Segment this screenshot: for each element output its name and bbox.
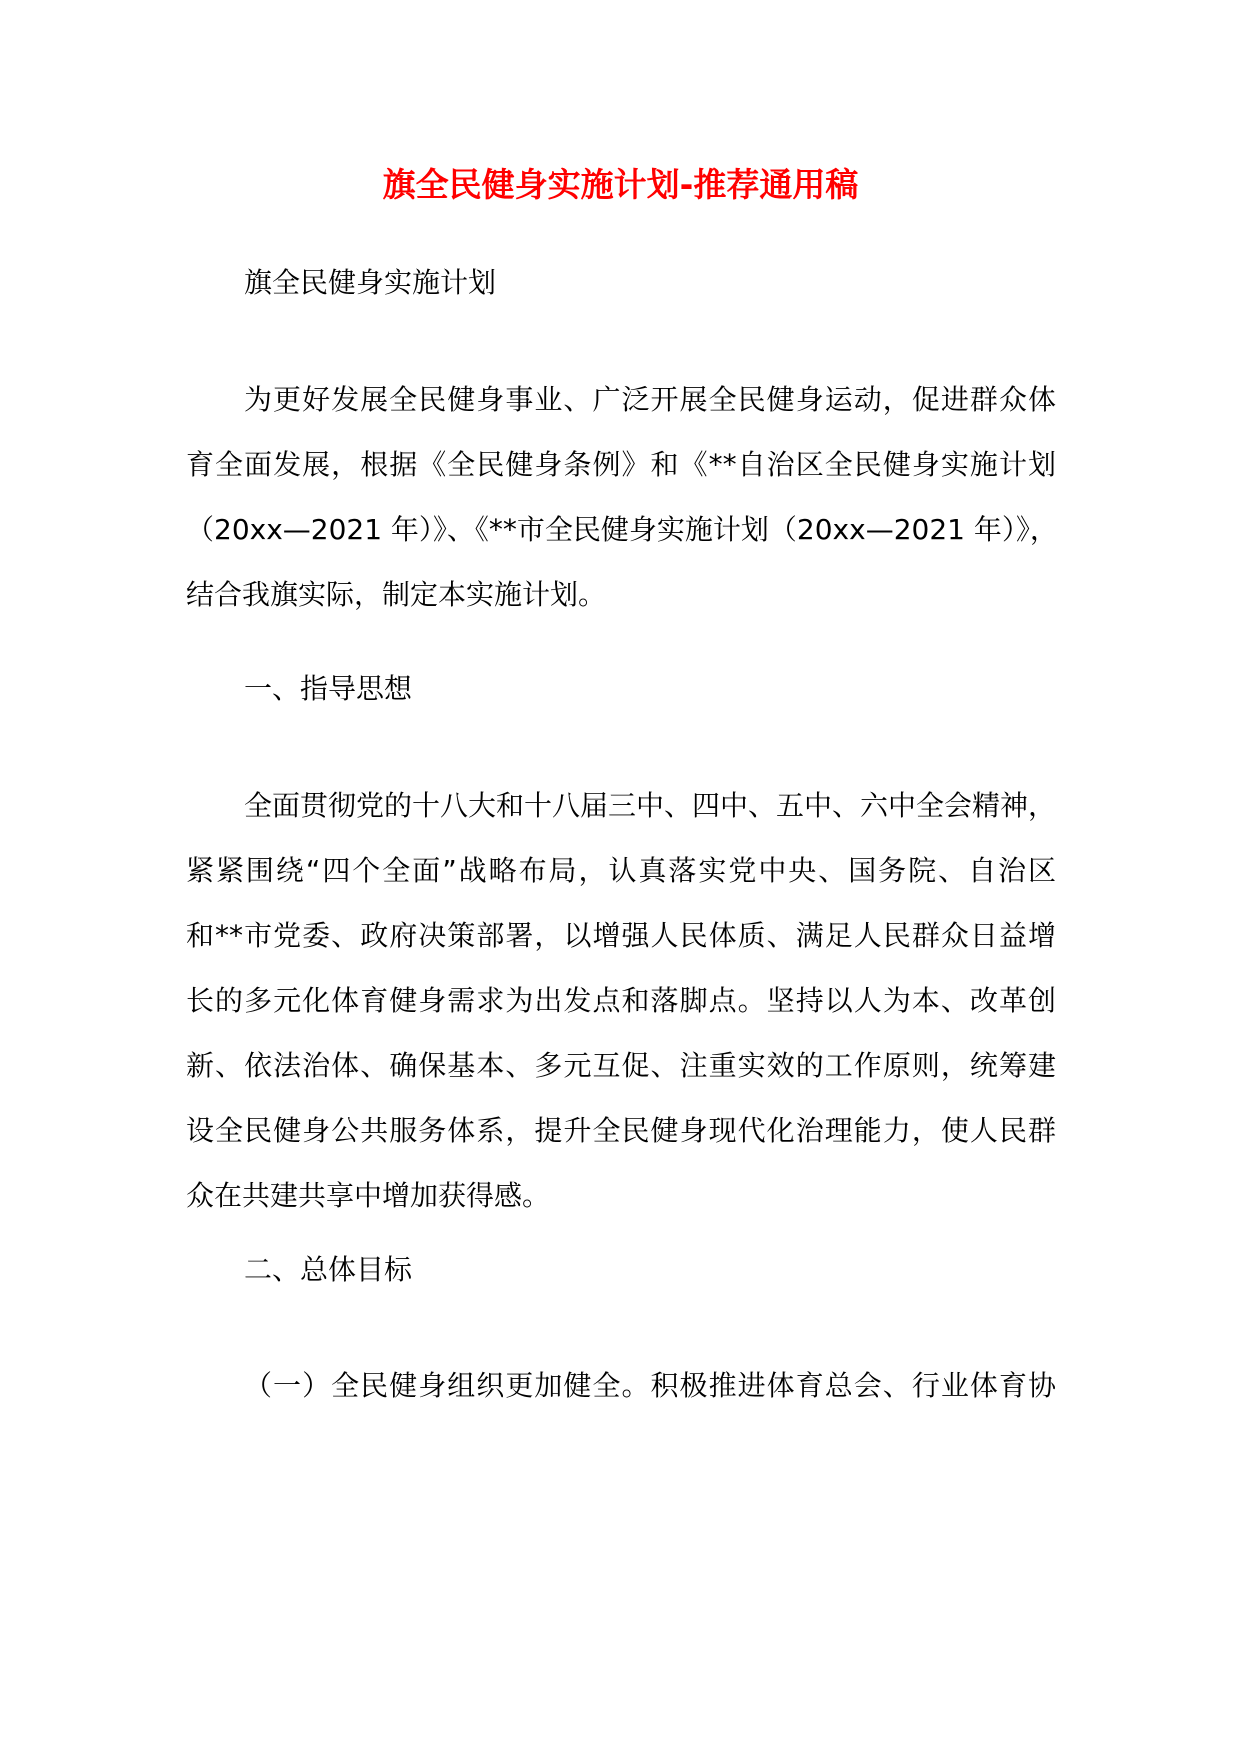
- document-title: 旗全民健身实施计划-推荐通用稿: [382, 165, 859, 204]
- section1-line-6: 设全民健身公共服务体系，提升全民健身现代化治理能力，使人民群: [186, 1114, 1056, 1147]
- section1-line-2: 紧紧围绕“四个全面”战略布局，认真落实党中央、国务院、自治区: [186, 854, 1056, 887]
- intro-line-3: （20xx—2021 年）》、《**市全民健身实施计划（20xx—2021 年）》，: [186, 513, 1058, 546]
- section2-heading: [186, 1237, 1056, 1302]
- section1-line-3: 和**市党委、政府决策部署，以增强人民体质、满足人民群众日益增: [186, 919, 1056, 952]
- intro-line-2: 育全面发展，根据《全民健身条例》和《**自治区全民健身实施计划: [186, 448, 1056, 481]
- section2-line-1: （一）全民健身组织更加健全。积极推进体育总会、行业体育协: [244, 1369, 1056, 1402]
- subtitle-text: 旗全民健身实施计划: [244, 266, 497, 299]
- section1-line-5: 新、依法治体、确保基本、多元互促、注重实效的工作原则，统筹建: [186, 1049, 1056, 1082]
- section1-heading-text: 一、指导思想: [244, 672, 413, 705]
- section2-paragraph: [186, 1353, 1056, 1418]
- section1-heading: [186, 656, 1056, 721]
- section1-line-1: 全面贯彻党的十八大和十八届三中、四中、五中、六中全会精神，: [244, 789, 1057, 822]
- intro-paragraph: [186, 367, 1056, 627]
- section1-line-7: 众在共建共享中增加获得感。: [186, 1179, 551, 1212]
- intro-line-4: 结合我旗实际，制定本实施计划。: [186, 578, 607, 611]
- section1-paragraph: [186, 773, 1056, 1228]
- section1-line-4: 长的多元化体育健身需求为出发点和落脚点。坚持以人为本、改革创: [186, 984, 1056, 1017]
- document-subtitle: [186, 250, 1056, 315]
- intro-line-1: 为更好发展全民健身事业、广泛开展全民健身运动，促进群众体: [244, 383, 1056, 416]
- section2-heading-text: 二、总体目标: [244, 1253, 413, 1286]
